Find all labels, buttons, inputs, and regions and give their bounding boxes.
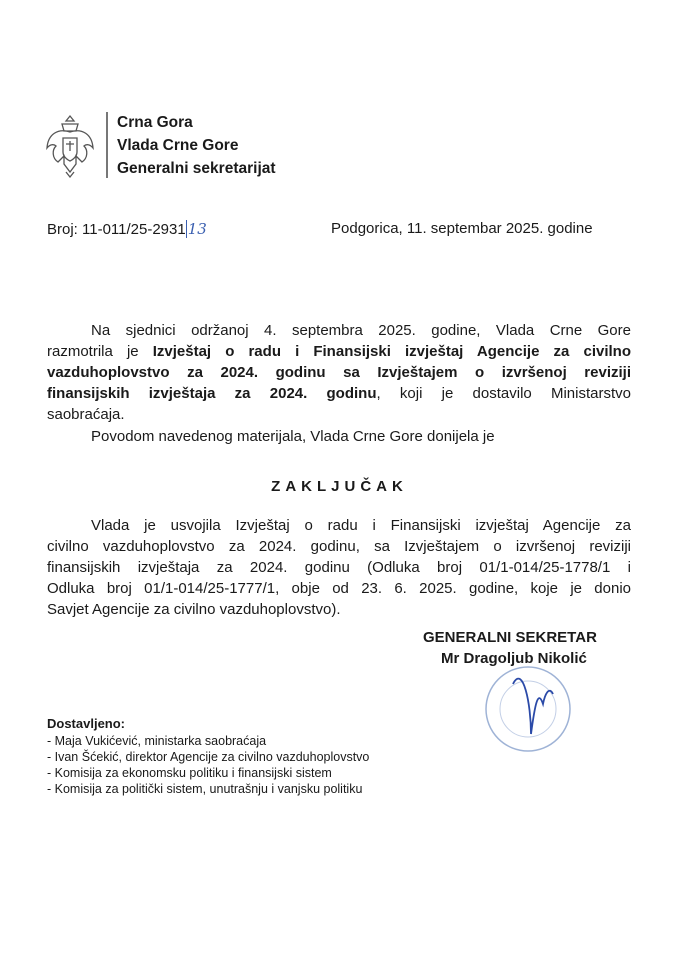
header-divider [106, 112, 108, 178]
text-segment: Savjet Agencije za civilno vazduhoplovstvo). [47, 601, 341, 618]
paragraph-line [47, 538, 631, 555]
paragraph-line [47, 601, 341, 618]
paragraph-line [91, 517, 631, 534]
signatory-name: Mr Dragoljub Nikolić [441, 650, 587, 667]
header-country: Crna Gora [117, 114, 193, 131]
paragraph-line [47, 385, 631, 402]
paragraph-line [47, 559, 631, 576]
reference-number-text: Broj: 11-011/25-2931 [47, 221, 186, 238]
text-segment: vazduhoplovstvo za 2024. godinu sa Izvještajem o izvršenoj reviziji [47, 364, 631, 381]
reference-number [47, 220, 207, 238]
text-segment: Vlada je usvojila Izvještaj o radu i Finansijski izvještaj Agencije za [91, 517, 631, 534]
paragraph-line [47, 406, 125, 423]
distribution-item: - Komisija za politički sistem, unutrašnju i vanjsku politiku [47, 782, 363, 796]
text-segment: , koji je dostavilo Ministarstvo [376, 385, 631, 402]
handwritten-suffix: 13 [187, 220, 207, 238]
text-segment: Izvještaj o radu i Finansijski izvještaj Agencije za civilno [152, 343, 631, 360]
text-segment: finansijskih izvještaja za 2024. godinu [47, 385, 377, 402]
place-date: Podgorica, 11. septembar 2025. godine [331, 220, 593, 237]
text-segment: Odluka broj 01/1-014/25-1777/1, obje od 23. 6. 2025. godine, koje je donio [47, 580, 631, 597]
paragraph-line [47, 343, 631, 360]
distribution-item: - Maja Vukićević, ministarka saobraćaja [47, 734, 267, 748]
header-government: Vlada Crne Gore [117, 137, 239, 154]
paragraph-line [47, 580, 631, 597]
coat-of-arms-emblem [44, 114, 96, 178]
header-department: Generalni sekretarijat [117, 160, 276, 177]
official-stamp [483, 664, 573, 754]
paragraph-line [91, 322, 631, 339]
distribution-item: - Komisija za ekonomsku politiku i finansijski sistem [47, 766, 332, 780]
paragraph-line [47, 364, 631, 381]
distribution-heading: Dostavljeno: [47, 716, 126, 731]
text-segment: Na sjednici održanoj 4. septembra 2025. godine, Vlada Crne Gore [91, 322, 631, 339]
text-segment: civilno vazduhoplovstvo za 2024. godinu, sa Izvještajem o izvršenoj reviziji [47, 538, 631, 555]
signatory-title: GENERALNI SEKRETAR [423, 629, 597, 646]
text-segment: razmotrila je [47, 343, 153, 360]
conclusion-title: ZAKLJUČAK [271, 478, 408, 495]
text-segment: saobraćaja. [47, 406, 125, 423]
distribution-item: - Ivan Šćekić, direktor Agencije za civilno vazduhoplovstvo [47, 750, 370, 764]
text-segment: finansijskih izvještaja za 2024. godinu (Odluka broj 01/1-014/25-1778/1 i [47, 559, 631, 576]
paragraph-1b: Povodom navedenog materijala, Vlada Crne Gore donijela je [91, 428, 495, 445]
